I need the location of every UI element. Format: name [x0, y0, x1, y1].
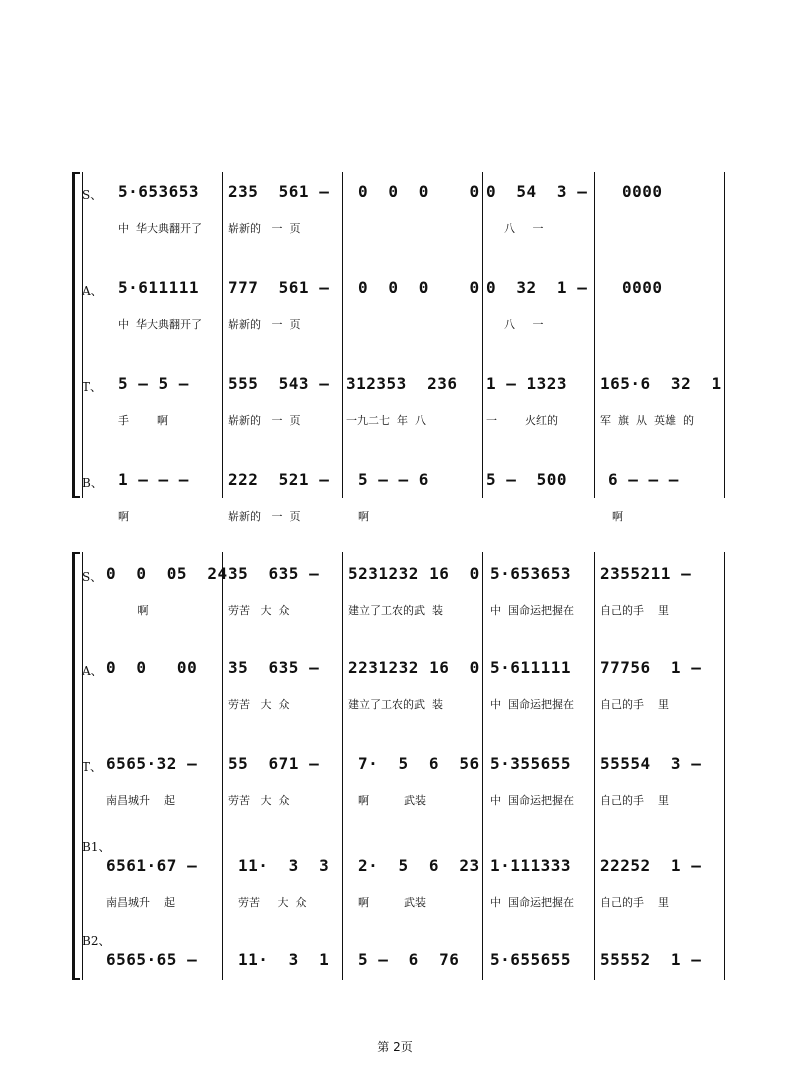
lyric-2: 崭新的 一 页: [228, 510, 301, 523]
lyric-2: 劳苦 大 众: [228, 794, 290, 807]
part-label: B2、: [82, 934, 111, 948]
part-label: T、: [82, 760, 103, 774]
measure-5: 6 — — —: [608, 470, 679, 489]
measure-2: 235 561 —: [228, 182, 330, 201]
lyric-2: 劳苦 大 众: [238, 896, 307, 909]
measure-5: 55554 3 —: [600, 754, 702, 773]
part-row-bass: [72, 460, 732, 556]
lyric-5: 军 旗 从 英雄 的: [600, 414, 694, 427]
measure-3: 5 — 6 76: [358, 950, 460, 969]
measure-5: 55552 1 —: [600, 950, 702, 969]
lyric-5: 自己的手 里: [600, 896, 669, 909]
measure-5: 0000: [622, 278, 663, 297]
lyric-4: 中 国命运把握在: [490, 794, 574, 807]
lyric-2: 崭新的 一 页: [228, 414, 301, 427]
measure-1: 5 — 5 —: [118, 374, 189, 393]
measure-5: 2355211 —: [600, 564, 692, 583]
part-label: B、: [82, 476, 103, 490]
measure-1: 1 — — —: [118, 470, 189, 489]
measure-3: 0 0 0 0: [358, 278, 480, 297]
part-row-bass-1: [72, 838, 732, 934]
lyric-1: 中 华大典翻开了: [118, 222, 202, 235]
measure-3: 7· 5 6 56: [358, 754, 480, 773]
measure-4: 5·355655: [490, 754, 572, 773]
measure-2: 555 543 —: [228, 374, 330, 393]
measure-3: 0 0 0 0: [358, 182, 480, 201]
lyric-3: 啊: [358, 510, 369, 523]
measure-2: 55 671 —: [228, 754, 320, 773]
lyric-2: 劳苦 大 众: [228, 698, 290, 711]
measure-4: 5·655655: [490, 950, 572, 969]
part-row-tenor: [72, 364, 732, 460]
lyric-3: 建立了工农的武 装: [348, 698, 443, 711]
part-label: B1、: [82, 840, 111, 854]
part-label: A、: [82, 664, 103, 678]
lyric-4: 中 国命运把握在: [490, 698, 574, 711]
part-row-alto: [72, 648, 732, 744]
measure-2: 35 635 —: [228, 564, 320, 583]
measure-2: 11· 3 1: [238, 950, 330, 969]
measure-3: 5 — — 6: [358, 470, 429, 489]
lyric-1: 中 华大典翻开了: [118, 318, 202, 331]
part-label: S、: [82, 570, 103, 584]
measure-1: 6565·65 —: [106, 950, 198, 969]
lyric-3: 啊 武装: [358, 794, 426, 807]
measure-3: 312353 236: [346, 374, 458, 393]
measure-4: 5·611111: [490, 658, 572, 677]
part-label: S、: [82, 188, 103, 202]
lyric-4: 中 国命运把握在: [490, 604, 574, 617]
lyric-3: 一九二七 年 八: [346, 414, 426, 427]
lyric-1: 啊: [118, 510, 129, 523]
lyric-5: 啊: [612, 510, 623, 523]
measure-4: 5 — 500: [486, 470, 568, 489]
part-row-soprano: [72, 552, 732, 648]
measure-1: 6565·32 —: [106, 754, 198, 773]
measure-1: 6561·67 —: [106, 856, 198, 875]
measure-1: 5·611111: [118, 278, 200, 297]
lyric-1: 手 啊: [118, 414, 168, 427]
measure-3: 2231232 16 0: [348, 658, 480, 677]
lyric-4: 中 国命运把握在: [490, 896, 574, 909]
measure-4: 5·653653: [490, 564, 572, 583]
lyric-1: 啊: [106, 604, 149, 617]
measure-2: 11· 3 3: [238, 856, 330, 875]
measure-3: 2· 5 6 23: [358, 856, 480, 875]
measure-2: 35 635 —: [228, 658, 320, 677]
measure-5: 22252 1 —: [600, 856, 702, 875]
measure-1: 0 0 05 24: [106, 564, 228, 583]
score-system-2: [72, 552, 732, 980]
part-row-tenor: [72, 744, 732, 840]
lyric-1: 南昌城升 起: [106, 794, 175, 807]
measure-4: 1·111333: [490, 856, 572, 875]
lyric-4: 八 一: [504, 222, 544, 235]
lyric-1: 南昌城升 起: [106, 896, 175, 909]
measure-5: 0000: [622, 182, 663, 201]
part-label: T、: [82, 380, 103, 394]
lyric-5: 自己的手 里: [600, 794, 669, 807]
measure-1: 5·653653: [118, 182, 200, 201]
lyric-3: 啊 武装: [358, 896, 426, 909]
part-row-alto: [72, 268, 732, 364]
measure-4: 0 54 3 —: [486, 182, 588, 201]
measure-4: 0 32 1 —: [486, 278, 588, 297]
measure-3: 5231232 16 0: [348, 564, 480, 583]
lyric-5: 自己的手 里: [600, 604, 669, 617]
page-number: 第 2页: [377, 1040, 413, 1054]
measure-1: 0 0 00: [106, 658, 198, 677]
lyric-3: 建立了工农的武 装: [348, 604, 443, 617]
part-row-soprano: [72, 172, 732, 268]
measure-2: 777 561 —: [228, 278, 330, 297]
lyric-4: 一 火红的: [486, 414, 558, 427]
measure-5: 77756 1 —: [600, 658, 702, 677]
lyric-2: 崭新的 一 页: [228, 222, 301, 235]
measure-2: 222 521 —: [228, 470, 330, 489]
lyric-2: 劳苦 大 众: [228, 604, 290, 617]
part-row-bass-2: [72, 932, 732, 1028]
lyric-5: 自己的手 里: [600, 698, 669, 711]
measure-4: 1 — 1323: [486, 374, 568, 393]
lyric-2: 崭新的 一 页: [228, 318, 301, 331]
lyric-4: 八 一: [504, 318, 544, 331]
part-label: A、: [82, 284, 103, 298]
score-system-1: [72, 172, 732, 523]
measure-5: 165·6 32 1: [600, 374, 722, 393]
